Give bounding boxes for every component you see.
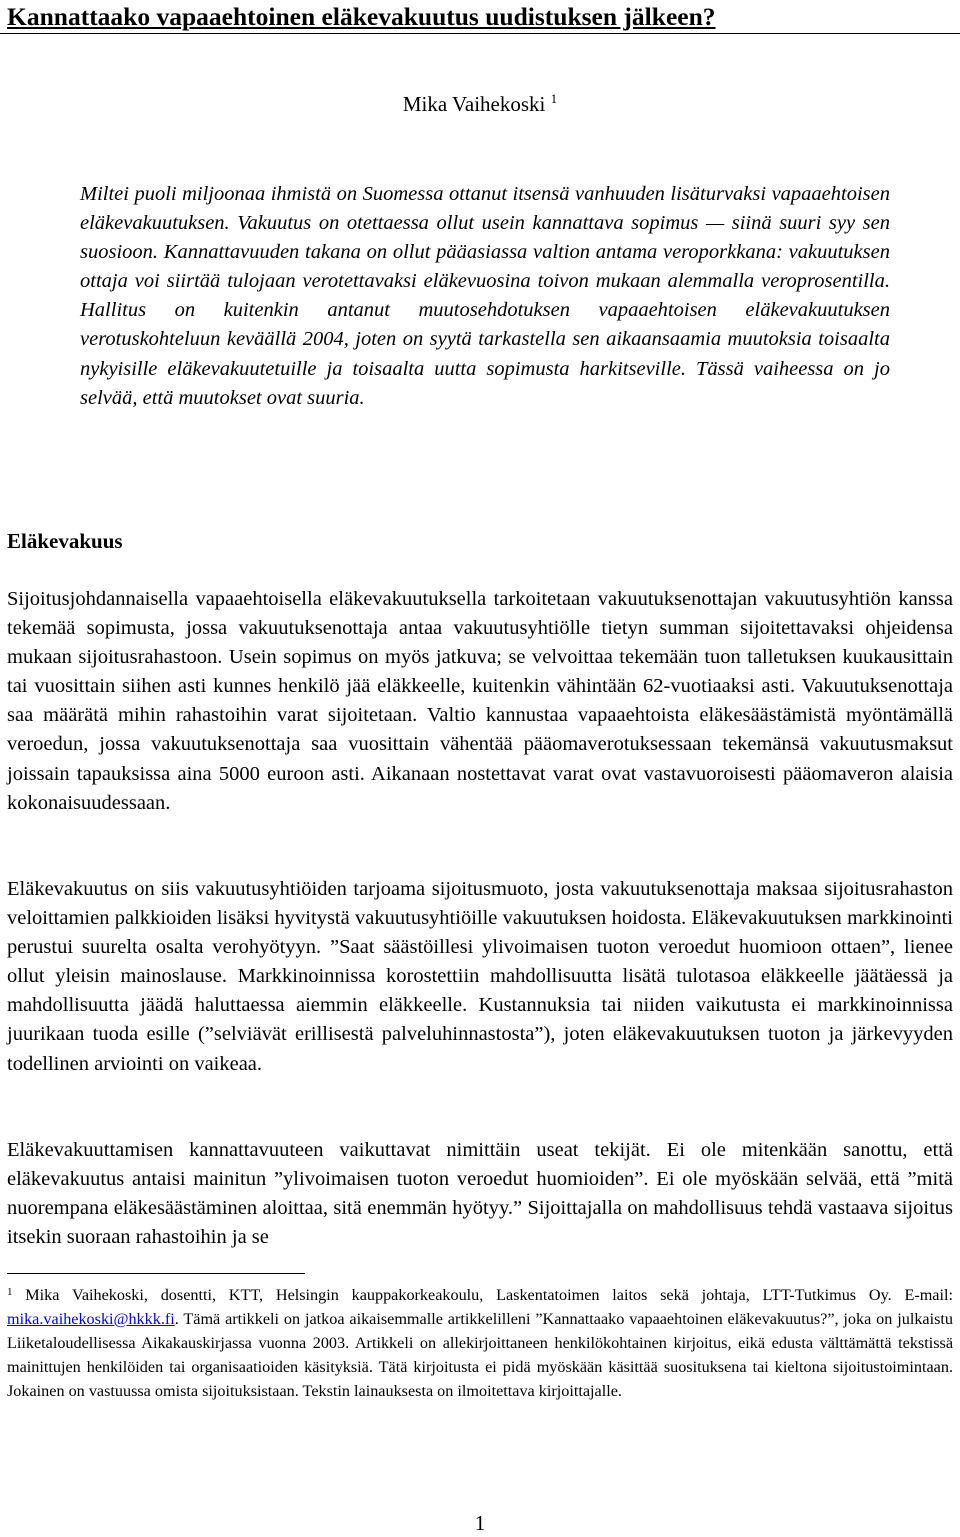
author-footnote-marker: 1 <box>550 91 558 106</box>
footnote-marker: 1 <box>7 1286 13 1298</box>
page-number: 1 <box>474 1511 486 1535</box>
body-paragraph-2: Eläkevakuutus on siis vakuutusyhtiöiden tarjoama sijoitusmuoto, josta vakuutuksenottaja maksaa sijoitusrahaston veloittamien palkkioiden lisäksi hyvitystä vakuutusyhtiöille vakuutuksen hoidosta. Eläkevakuutuksen markkinointi perustui suurelta osalta verohyötyyn. ”Saat säästöillesi ylivoimaisen tuoton veroedut huomioon ottaen”, lienee ollut yleisin mainoslause. Markkinoinnissa korostettiin mahdollisuutta lisätä tulotasoa eläkkeelle jäätäessä ja mahdollisuutta jäädä haluttaessa aiemmin eläkkeelle. Kustannuksia tai niiden vaikutusta ei markkinoinnissa juurikaan tuoda esille (”selviävät erillisestä palveluhinnastosta”), joten eläkevakuutuksen tuoton ja järkevyyden todellinen arviointi on vaikeaa. <box>7 878 953 1075</box>
abstract: Miltei puoli miljoonaa ihmistä on Suomessa ottanut itsensä vanhuuden lisäturvaksi vapaaehtoisen eläkevakuutuksen. Vakuutus on otettaessa ollut usein kannattava sopimus — siinä suuri syy sen suosioon. Kannattavuuden takana on ollut pääasiassa valtion antama veroporkkana: vakuutuksen ottaja voi siirtää tulojaan verotettavaksi eläkevuosina toivon mukaan alemmalla veroprosentilla. Hallitus on kuitenkin antanut muutosehdotuksen vapaaehtoisen eläkevakuutuksen verotuskohteluun keväällä 2004, joten on syytä tarkastella sen aikaansaamia muutoksia toisaalta nykyisille eläkevakuutetuille ja toisaalta uutta sopimusta harkitseville. Tässä vaiheessa on jo selvää, että muutokset ovat suuria. <box>80 183 890 409</box>
footnote-text-before-email: Mika Vaihekoski, dosentti, KTT, Helsingin kauppakorkeakoulu, Laskentatoimen laitos sekä johtaja, LTT-Tutkimus Oy. E-mail: <box>25 1286 953 1304</box>
section-heading: Eläkevakuus <box>7 529 123 553</box>
body-paragraph-3: Eläkevakuuttamisen kannattavuuteen vaikuttavat nimittäin useat tekijät. Ei ole mitenkään sanottu, että eläkevakuutus antaisi mainitun ”ylivoimaisen tuoton veroedut huomioiden”. Ei ole myöskään selvää, että ”mitä nuorempana eläkesäästäminen aloittaa, sitä enemmän hyötyy.” Sijoittajalla on mahdollisuus tehdä vastaava sijoitus itsekin suoraan rahastoihin ja se <box>7 1139 953 1249</box>
body-paragraph-1: Sijoitusjohdannaisella vapaaehtoisella eläkevakuutuksella tarkoitetaan vakuutuksenottajan vakuutusyhtiön kanssa tekemää sopimusta, jossa vakuutuksenottaja antaa vakuutusyhtiölle tietyn summan sijoitettavaksi ohjeidensa mukaan sijoitusrahastoon. Usein sopimus on myös jatkuva; se velvoittaa tekemään tuon talletuksen kuukausittain tai vuosittain siihen asti kunnes henkilö jää eläkkeelle, kuitenkin vähintään 62-vuotiaaksi asti. Vakuutuksenottaja saa määrätä mihin rahastoihin varat sijoitetaan. Valtio kannustaa vapaaehtoista eläkesäästämistä myöntämällä veroedun, jossa vakuutuksenottaja saa vuosittain vähentää pääomaverotuksessaan tekemänsä vakuutusmaksut joissain tapauksissa aina 5000 euroon asti. Aikanaan nostettavat varat ovat vastavuoroisesti pääomaveron alaisia kokonaisuudessaan. <box>7 588 953 814</box>
document-title: Kannattaako vapaaehtoinen eläkevakuutus uudistuksen jälkeen? <box>7 2 716 31</box>
author-email-link[interactable]: mika.vaihekoski@hkkk.fi <box>7 1310 175 1328</box>
author-line <box>0 90 960 118</box>
author-name: Mika Vaihekoski <box>402 92 546 116</box>
footnote-text-after-email: . Tämä artikkeli on jatkoa aikaisemmalle artikkelilleni ”Kannattaako vapaaehtoinen eläkevakuutus?”, joka on julkaistu Liiketaloudellisessa Aikakauskirjassa vuonna 2003. Artikkeli on allekirjoittaneen henkilökohtainen kirjoitus, eikä edusta välttämättä tekstissä mainittujen henkilöiden tai organisaatioiden käsityksiä. Tätä kirjoitusta ei pidä myöskään käsittää suosituksena tai kieltona sijoitustoimintaan. Jokainen on vastuussa omista sijoituksistaan. Tekstin lainauksesta on ilmoitettava kirjoittajalle. <box>7 1310 953 1400</box>
footnote-rule <box>7 1273 305 1274</box>
footnote <box>7 1283 953 1403</box>
title-rule <box>0 33 960 34</box>
